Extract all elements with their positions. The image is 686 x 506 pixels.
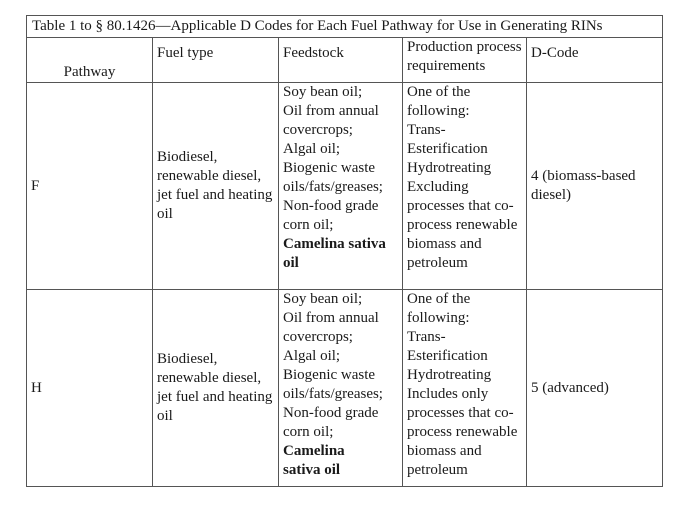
feedstock-line-mixed (283, 423, 398, 461)
feedstock-line-bold: oil (283, 255, 299, 271)
feedstock-line: Biogenic waste (283, 160, 376, 176)
production-line: petroleum (407, 462, 468, 478)
d-code-line: 4 (biomass-based (531, 168, 636, 184)
fuel-type-line: Biodiesel, (157, 149, 218, 165)
feedstock-line: covercrops; (283, 122, 353, 138)
fuel-type-cell (153, 83, 279, 290)
fuel-type-cell (153, 290, 279, 487)
header-production-line-1: Production process (407, 39, 522, 55)
production-line: Excluding (407, 179, 469, 195)
fuel-type-line: oil (157, 206, 173, 222)
production-line: One of the (407, 291, 471, 307)
feedstock-line: Non-food grade (283, 198, 379, 214)
production-line: Esterification (407, 348, 488, 364)
header-d-code: D-Code (527, 38, 663, 83)
fuel-type-line: renewable diesel, (157, 168, 262, 184)
d-code-line: diesel) (531, 187, 571, 203)
production-line: Trans- (407, 329, 446, 345)
feedstock-line: Soy bean oil; (283, 291, 363, 307)
production-line: biomass and (407, 236, 482, 252)
document-page (26, 15, 662, 487)
production-process-cell (403, 290, 527, 487)
production-line: process renewable (407, 217, 518, 233)
header-production-process (403, 38, 527, 83)
feedstock-text-bold: Camelina (283, 443, 345, 459)
feedstock-line: Algal oil; (283, 141, 341, 157)
production-line: Includes only (407, 386, 489, 402)
feedstock-line: Soy bean oil; (283, 84, 363, 100)
production-line: processes that co- (407, 198, 514, 214)
production-process-cell (403, 83, 527, 290)
feedstock-text: corn oil; (283, 424, 334, 440)
production-line: One of the (407, 84, 471, 100)
d-code-cell (527, 290, 663, 487)
feedstock-line: Algal oil; (283, 348, 341, 364)
header-row (27, 38, 663, 83)
production-line: Hydrotreating (407, 160, 492, 176)
table-row (27, 290, 663, 487)
d-code-cell (527, 83, 663, 290)
header-production-line-2: requirements (407, 58, 486, 74)
table-row (27, 83, 663, 290)
header-fuel-type: Fuel type (153, 38, 279, 83)
feedstock-line-bold: sativa oil (283, 462, 341, 478)
production-line: Hydrotreating (407, 367, 492, 383)
fuel-type-line: jet fuel and heating (157, 389, 273, 405)
feedstock-line: Biogenic waste (283, 367, 376, 383)
production-line: processes that co- (407, 405, 514, 421)
table-caption: Table 1 to § 80.1426—Applicable D Codes for Each Fuel Pathway for Use in Generating RINs (27, 16, 663, 38)
production-line: following: (407, 310, 470, 326)
d-code-line: 5 (advanced) (531, 379, 609, 396)
fuel-type-line: renewable diesel, (157, 370, 262, 386)
production-line: process renewable (407, 424, 518, 440)
feedstock-line: covercrops; (283, 329, 353, 345)
feedstock-line: Oil from annual (283, 310, 379, 326)
pathway-cell: F (27, 83, 153, 290)
header-pathway: Pathway (27, 38, 153, 83)
header-feedstock: Feedstock (279, 38, 403, 83)
fuel-type-line: jet fuel and heating (157, 187, 273, 203)
feedstock-line: corn oil; (283, 217, 334, 233)
production-line: petroleum (407, 255, 468, 271)
feedstock-line: oils/fats/greases; (283, 386, 383, 402)
feedstock-cell (279, 83, 403, 290)
fuel-type-line: Biodiesel, (157, 351, 218, 367)
pathway-cell: H (27, 290, 153, 487)
fuel-type-line: oil (157, 408, 173, 424)
production-line: following: (407, 103, 470, 119)
feedstock-cell (279, 290, 403, 487)
production-line: biomass and (407, 443, 482, 459)
feedstock-line-bold: Camelina sativa (283, 236, 386, 252)
feedstock-line: Non-food grade (283, 405, 379, 421)
feedstock-line: oils/fats/greases; (283, 179, 383, 195)
production-line: Trans- (407, 122, 446, 138)
d-code-table (26, 15, 663, 487)
production-line: Esterification (407, 141, 488, 157)
feedstock-line: Oil from annual (283, 103, 379, 119)
